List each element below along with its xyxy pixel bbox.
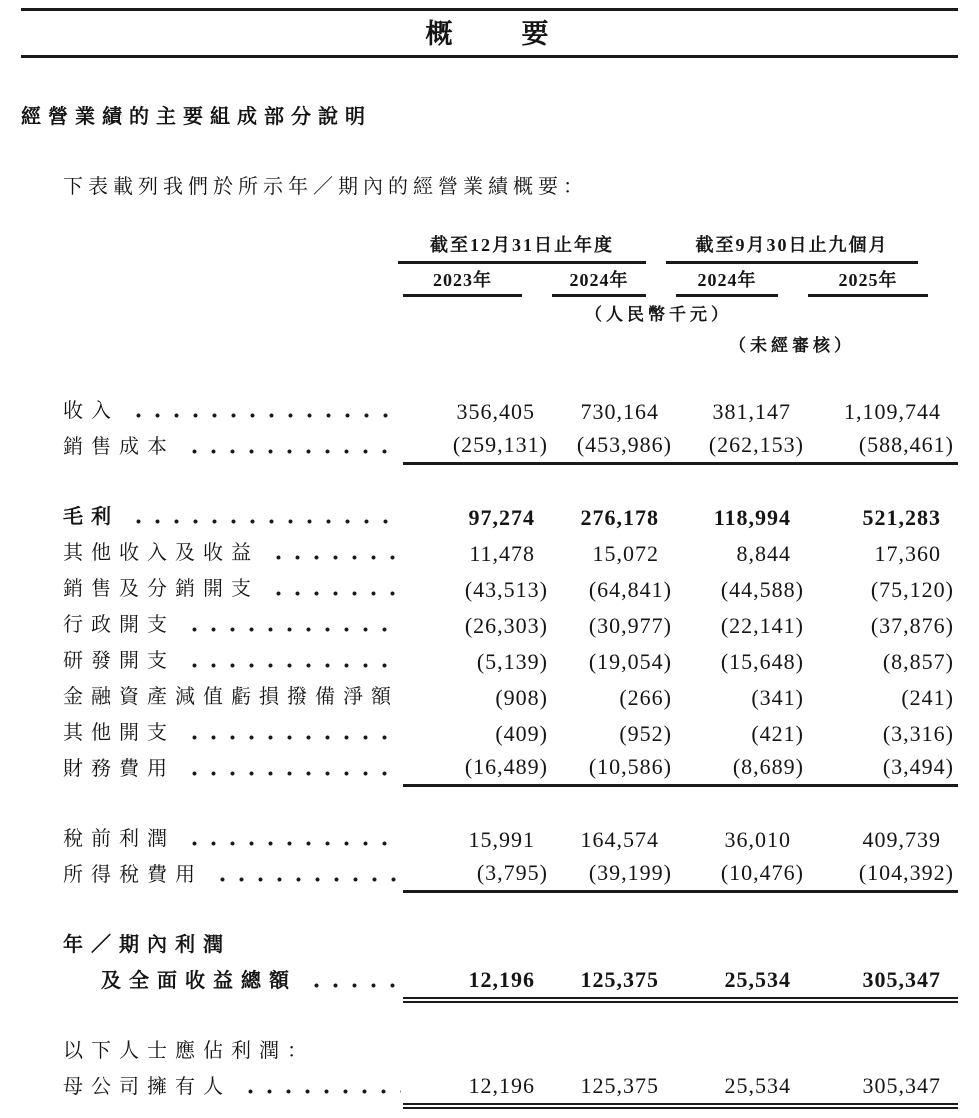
value-fy2023: (43,513) (464, 577, 548, 602)
row-label-cell (63, 684, 403, 715)
value-fy2023: 15,991 (468, 827, 535, 852)
dot-leader (269, 555, 401, 560)
currency-unit-row (63, 304, 958, 326)
row-label-cell (63, 968, 403, 999)
dot-leader (185, 627, 401, 632)
value-9m2024: (22,141) (720, 613, 804, 638)
row-label: 毛利 (63, 506, 119, 528)
row-label: 收入 (63, 400, 119, 422)
intro-text: 下表載列我們於所示年／期內的經營業績概要： (63, 176, 588, 198)
dot-leader (269, 591, 401, 596)
table-row (63, 1069, 958, 1105)
value-9m2025: 1,109,744 (844, 399, 941, 424)
section-heading: 經營業績的主要組成部分說明 (21, 106, 372, 128)
value-9m2024: (44,588) (720, 577, 804, 602)
value-9m2024: 25,534 (676, 966, 808, 999)
value-9m2025: (241) (901, 685, 954, 710)
value-fy2024: 730,164 (580, 399, 659, 424)
year-header-fy2024: 2024年 (552, 269, 646, 297)
row-label: 所得稅費用 (63, 864, 203, 886)
value-fy2024: (39,199) (552, 859, 676, 893)
value-9m2025: (75,120) (870, 577, 954, 602)
value-fy2023 (403, 1065, 552, 1069)
row-label-cell (63, 612, 403, 643)
value-9m2025: (104,392) (808, 859, 958, 893)
row-label: 行政開支 (63, 614, 175, 636)
value-fy2024 (552, 959, 676, 963)
value-fy2023: (409) (495, 721, 548, 746)
value-9m2025: (3,316) (882, 721, 954, 746)
row-label: 銷售成本 (63, 436, 175, 458)
value-9m2025 (808, 959, 958, 963)
column-group-nine-months: 截至9月30日止九個月 (666, 233, 918, 264)
table-spacer (63, 787, 958, 821)
value-fy2023: 12,196 (403, 966, 552, 999)
dot-leader (185, 663, 401, 668)
row-label-cell (63, 434, 403, 465)
value-fy2024: (952) (619, 721, 672, 746)
value-fy2023: (5,139) (476, 649, 548, 674)
page-header (0, 8, 979, 58)
value-fy2024: (266) (619, 685, 672, 710)
dot-leader (185, 735, 401, 740)
value-9m2024: 36,010 (724, 827, 791, 852)
label-column-spacer (63, 335, 403, 357)
table-row (63, 857, 958, 893)
value-9m2024: (8,689) (676, 753, 808, 787)
row-label-cell (63, 504, 403, 535)
title-bottom-rule (21, 55, 958, 58)
value-9m2024: (10,476) (676, 859, 808, 893)
value-9m2025: (37,876) (870, 613, 954, 638)
value-9m2024: 8,844 (736, 541, 791, 566)
label-column-spacer (63, 304, 403, 326)
table-row (63, 393, 958, 429)
row-label: 金融資產減值虧損撥備淨額 (63, 686, 399, 708)
table-row (63, 927, 958, 963)
row-label-cell (63, 932, 403, 963)
table-row (63, 571, 958, 607)
dot-leader (307, 983, 401, 988)
table-row (63, 607, 958, 643)
dot-leader (185, 841, 401, 846)
table-spacer (63, 999, 958, 1033)
value-fy2023: 11,478 (469, 541, 535, 566)
dot-leader (129, 519, 401, 524)
year-header-9m2025: 2025年 (808, 269, 928, 297)
table-row (63, 821, 958, 857)
year-header-9m2024: 2024年 (676, 269, 778, 297)
column-group-header-row (63, 233, 958, 264)
row-label-cell (63, 540, 403, 571)
value-fy2024: 15,072 (592, 541, 659, 566)
dot-leader (241, 1089, 401, 1094)
row-label: 母公司擁有人 (63, 1076, 231, 1098)
value-9m2024 (676, 959, 808, 963)
row-label-cell (63, 398, 403, 429)
top-rule (21, 8, 958, 11)
table-row (63, 679, 958, 715)
page-title: 概 要 (425, 19, 554, 49)
value-9m2024: (341) (751, 685, 804, 710)
value-9m2025: (3,494) (808, 753, 958, 787)
value-9m2024: 381,147 (712, 399, 791, 424)
value-9m2025: 305,347 (808, 1072, 958, 1105)
year-header-fy2023: 2023年 (403, 269, 522, 297)
row-label: 及全面收益總額 (101, 970, 297, 992)
value-fy2024: (30,977) (588, 613, 672, 638)
value-fy2023: (259,131) (403, 431, 552, 465)
table-row (63, 535, 958, 571)
value-9m2025: (588,461) (808, 431, 958, 465)
table-row (63, 643, 958, 679)
table-row (63, 499, 958, 535)
table-row (63, 963, 958, 999)
row-label: 稅前利潤 (63, 828, 175, 850)
row-label-cell (63, 720, 403, 751)
row-label: 財務費用 (63, 758, 175, 780)
row-label: 銷售及分銷開支 (63, 578, 259, 600)
row-label-cell (63, 756, 403, 787)
table-row (63, 715, 958, 751)
value-9m2024: (15,648) (720, 649, 804, 674)
row-label-cell (63, 862, 403, 893)
value-fy2023: (16,489) (403, 753, 552, 787)
unaudited-note: （未經審核） (729, 336, 855, 355)
row-label-cell (63, 826, 403, 857)
value-9m2025: 17,360 (874, 541, 941, 566)
value-9m2024: (421) (751, 721, 804, 746)
value-9m2025: 305,347 (808, 966, 958, 999)
value-9m2025 (808, 1065, 958, 1069)
value-9m2024 (676, 1065, 808, 1069)
row-label-cell (63, 648, 403, 679)
table-spacer (63, 465, 958, 499)
table-row (63, 429, 958, 465)
value-fy2023 (403, 959, 552, 963)
value-fy2023: 12,196 (403, 1072, 552, 1105)
value-fy2023: (3,795) (403, 859, 552, 893)
table-row (63, 751, 958, 787)
value-fy2024: (10,586) (552, 753, 676, 787)
value-fy2024: (453,986) (552, 431, 676, 465)
value-9m2025: 521,283 (862, 505, 941, 530)
value-9m2024: 25,534 (676, 1072, 808, 1105)
row-label-cell (63, 1074, 403, 1105)
year-header-row (63, 269, 958, 297)
row-label-cell (63, 576, 403, 607)
value-fy2024: (64,841) (588, 577, 672, 602)
operating-results-table (63, 233, 958, 1105)
label-column-spacer (63, 233, 403, 264)
table-body (63, 393, 958, 1105)
value-fy2023: 356,405 (456, 399, 535, 424)
value-fy2024: 125,375 (552, 1072, 676, 1105)
value-fy2024: 164,574 (580, 827, 659, 852)
value-9m2025: (8,857) (882, 649, 954, 674)
dot-leader (185, 449, 401, 454)
currency-unit-note: （人民幣千元） (585, 305, 732, 324)
table-row (63, 1033, 958, 1069)
dot-leader (185, 771, 401, 776)
value-fy2023: (908) (495, 685, 548, 710)
value-9m2024: (262,153) (676, 431, 808, 465)
unaudited-note-row (63, 335, 958, 357)
column-group-annual: 截至12月31日止年度 (398, 233, 646, 264)
label-column-spacer (63, 269, 403, 297)
value-fy2023: (26,303) (464, 613, 548, 638)
value-fy2024 (552, 1065, 676, 1069)
table-spacer (63, 893, 958, 927)
row-label: 其他收入及收益 (63, 542, 259, 564)
value-9m2024: 118,994 (713, 505, 791, 530)
dot-leader (129, 413, 401, 418)
row-label-cell (63, 1038, 403, 1069)
row-label: 其他開支 (63, 722, 175, 744)
value-9m2025: 409,739 (862, 827, 941, 852)
value-fy2024: (19,054) (588, 649, 672, 674)
value-fy2024: 125,375 (552, 966, 676, 999)
row-label: 以下人士應佔利潤： (63, 1040, 315, 1062)
row-label: 年／期內利潤 (63, 934, 231, 956)
value-fy2023: 97,274 (468, 505, 535, 530)
value-fy2024: 276,178 (580, 505, 659, 530)
dot-leader (213, 877, 401, 882)
row-label: 研發開支 (63, 650, 175, 672)
